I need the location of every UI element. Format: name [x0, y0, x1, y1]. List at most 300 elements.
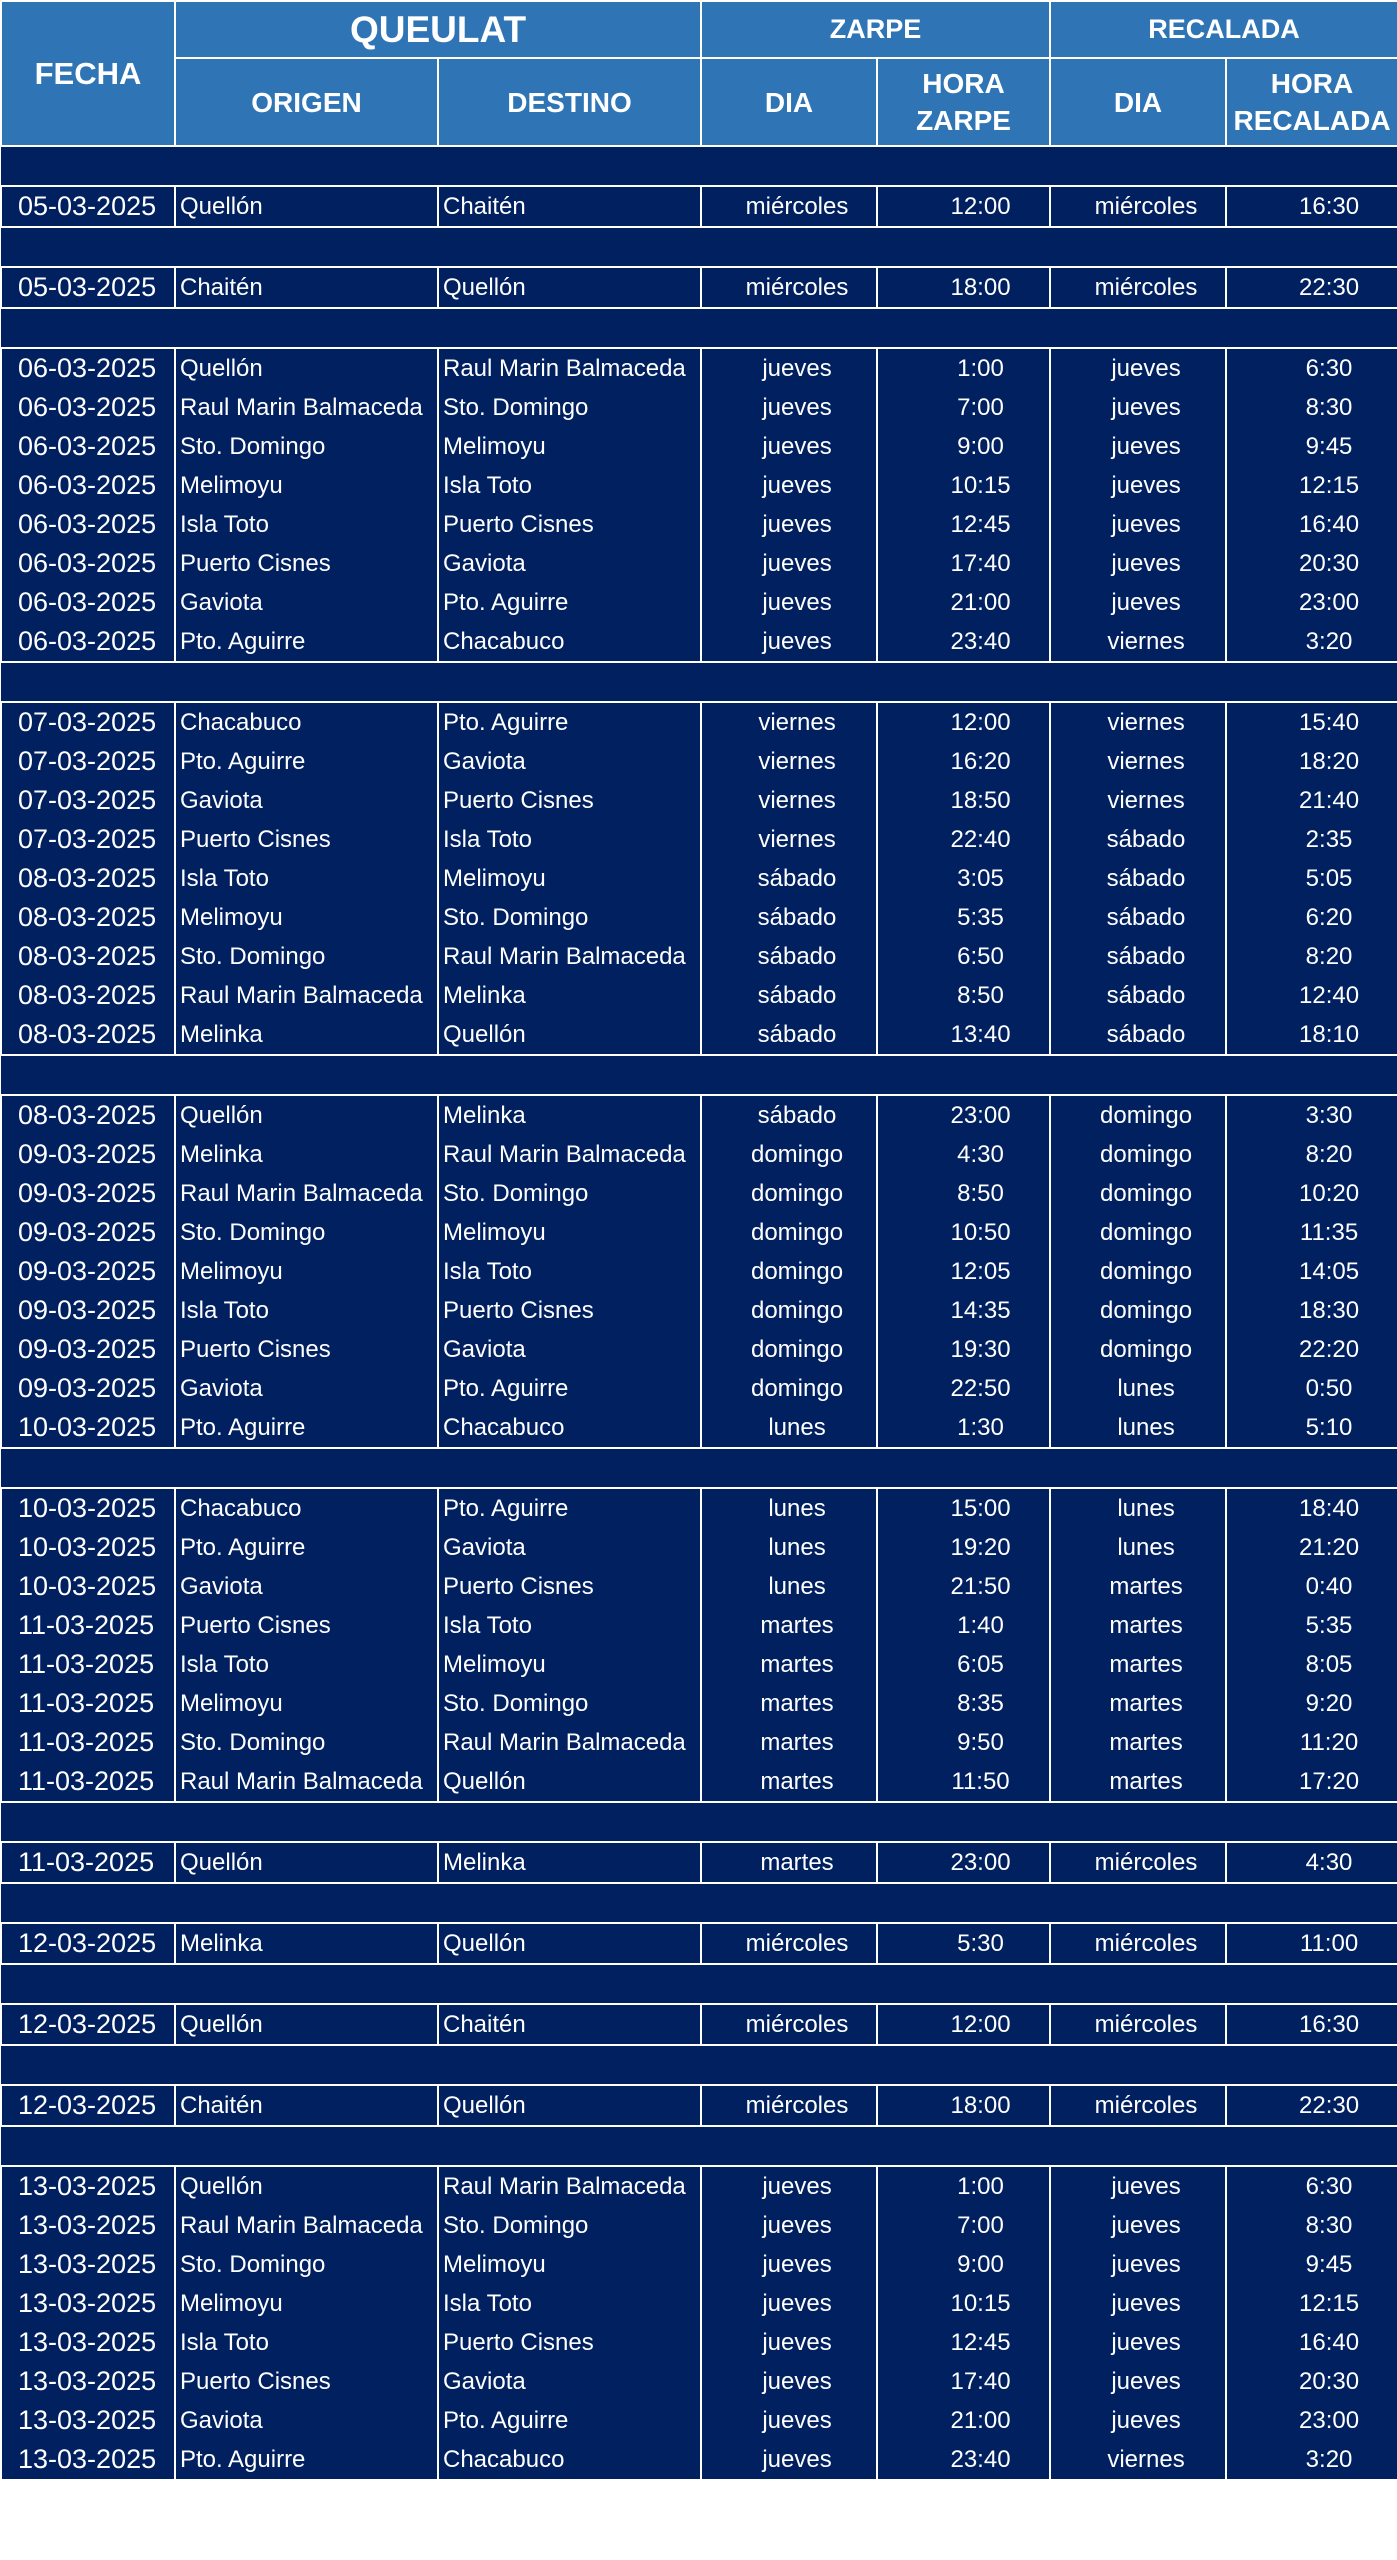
cell-recalada-dia: sábado: [1050, 1015, 1226, 1055]
cell-recalada-hora: 4:30: [1226, 1842, 1397, 1883]
separator-cell: [1, 2045, 1397, 2085]
cell-zarpe-dia: jueves: [701, 2166, 877, 2206]
cell-zarpe-hora: 5:35: [877, 898, 1050, 937]
table-row: [1, 820, 1397, 859]
separator-cell: [1, 227, 1397, 267]
cell-origen: Melinka: [175, 1923, 438, 1964]
table-row: [1, 1923, 1397, 1964]
cell-zarpe-dia: jueves: [701, 544, 877, 583]
cell-destino: Chaitén: [438, 2004, 701, 2045]
cell-destino: Isla Toto: [438, 1252, 701, 1291]
cell-zarpe-dia: jueves: [701, 427, 877, 466]
table-row: [1, 2085, 1397, 2126]
cell-origen: Isla Toto: [175, 1291, 438, 1330]
table-row: [1, 898, 1397, 937]
cell-origen: Raul Marin Balmaceda: [175, 1762, 438, 1802]
cell-destino: Pto. Aguirre: [438, 1369, 701, 1408]
cell-zarpe-hora: 15:00: [877, 1488, 1050, 1528]
cell-recalada-hora: 23:00: [1226, 2401, 1397, 2440]
cell-recalada-hora: 22:20: [1226, 1330, 1397, 1369]
cell-origen: Isla Toto: [175, 1645, 438, 1684]
cell-recalada-dia: jueves: [1050, 427, 1226, 466]
cell-origen: Gaviota: [175, 2401, 438, 2440]
table-row: [1, 583, 1397, 622]
cell-destino: Gaviota: [438, 1330, 701, 1369]
cell-fecha: 12-03-2025: [1, 1923, 175, 1964]
cell-recalada-hora: 14:05: [1226, 1252, 1397, 1291]
cell-recalada-hora: 3:20: [1226, 622, 1397, 662]
header-row-top: [1, 1, 1397, 58]
cell-recalada-dia: domingo: [1050, 1291, 1226, 1330]
cell-origen: Melimoyu: [175, 466, 438, 505]
cell-recalada-hora: 9:45: [1226, 2245, 1397, 2284]
cell-zarpe-hora: 9:00: [877, 427, 1050, 466]
cell-zarpe-dia: domingo: [701, 1330, 877, 1369]
cell-origen: Melimoyu: [175, 1684, 438, 1723]
cell-origen: Raul Marin Balmaceda: [175, 2206, 438, 2245]
cell-zarpe-hora: 4:30: [877, 1135, 1050, 1174]
cell-destino: Isla Toto: [438, 820, 701, 859]
cell-zarpe-dia: viernes: [701, 781, 877, 820]
table-row: [1, 505, 1397, 544]
cell-zarpe-hora: 18:50: [877, 781, 1050, 820]
cell-recalada-hora: 3:30: [1226, 1095, 1397, 1135]
cell-fecha: 05-03-2025: [1, 267, 175, 308]
table-header: [1, 1, 1397, 146]
cell-destino: Melinka: [438, 1095, 701, 1135]
cell-recalada-hora: 15:40: [1226, 702, 1397, 742]
cell-recalada-dia: sábado: [1050, 859, 1226, 898]
cell-origen: Isla Toto: [175, 2323, 438, 2362]
cell-zarpe-dia: viernes: [701, 702, 877, 742]
cell-origen: Puerto Cisnes: [175, 820, 438, 859]
cell-zarpe-hora: 12:00: [877, 2004, 1050, 2045]
cell-fecha: 07-03-2025: [1, 742, 175, 781]
header-recalada-dia: DIA: [1050, 58, 1226, 146]
cell-zarpe-dia: sábado: [701, 1095, 877, 1135]
table-row: [1, 1174, 1397, 1213]
table-row: [1, 2245, 1397, 2284]
cell-fecha: 06-03-2025: [1, 348, 175, 388]
cell-destino: Melimoyu: [438, 2245, 701, 2284]
cell-recalada-hora: 5:35: [1226, 1606, 1397, 1645]
cell-recalada-dia: lunes: [1050, 1528, 1226, 1567]
cell-destino: Isla Toto: [438, 2284, 701, 2323]
cell-origen: Quellón: [175, 1095, 438, 1135]
cell-recalada-dia: jueves: [1050, 466, 1226, 505]
cell-fecha: 06-03-2025: [1, 583, 175, 622]
cell-destino: Quellón: [438, 267, 701, 308]
cell-zarpe-hora: 19:20: [877, 1528, 1050, 1567]
cell-fecha: 06-03-2025: [1, 505, 175, 544]
table-row: [1, 976, 1397, 1015]
table-row: [1, 1488, 1397, 1528]
cell-zarpe-hora: 17:40: [877, 2362, 1050, 2401]
cell-origen: Puerto Cisnes: [175, 2362, 438, 2401]
header-row-sub: [1, 58, 1397, 146]
cell-zarpe-dia: martes: [701, 1684, 877, 1723]
cell-zarpe-dia: domingo: [701, 1135, 877, 1174]
cell-destino: Pto. Aguirre: [438, 583, 701, 622]
cell-zarpe-dia: lunes: [701, 1488, 877, 1528]
cell-recalada-hora: 18:20: [1226, 742, 1397, 781]
cell-recalada-hora: 10:20: [1226, 1174, 1397, 1213]
cell-fecha: 13-03-2025: [1, 2401, 175, 2440]
cell-recalada-dia: viernes: [1050, 2440, 1226, 2480]
cell-zarpe-dia: jueves: [701, 583, 877, 622]
cell-fecha: 13-03-2025: [1, 2284, 175, 2323]
cell-origen: Raul Marin Balmaceda: [175, 1174, 438, 1213]
separator-cell: [1, 1964, 1397, 2004]
cell-origen: Isla Toto: [175, 859, 438, 898]
table-row: [1, 2206, 1397, 2245]
cell-origen: Melinka: [175, 1135, 438, 1174]
cell-destino: Gaviota: [438, 742, 701, 781]
cell-zarpe-dia: martes: [701, 1842, 877, 1883]
cell-zarpe-dia: jueves: [701, 505, 877, 544]
cell-zarpe-dia: martes: [701, 1762, 877, 1802]
cell-recalada-hora: 17:20: [1226, 1762, 1397, 1802]
cell-destino: Melinka: [438, 976, 701, 1015]
cell-destino: Melimoyu: [438, 1213, 701, 1252]
table-row: [1, 1842, 1397, 1883]
header-zarpe-hora-line1: HORA: [922, 68, 1005, 99]
block-separator: [1, 1802, 1397, 1842]
table-row: [1, 2284, 1397, 2323]
cell-origen: Chacabuco: [175, 1488, 438, 1528]
table-row: [1, 2362, 1397, 2401]
cell-zarpe-hora: 19:30: [877, 1330, 1050, 1369]
cell-destino: Sto. Domingo: [438, 1174, 701, 1213]
cell-fecha: 13-03-2025: [1, 2362, 175, 2401]
cell-origen: Gaviota: [175, 1567, 438, 1606]
block-separator: [1, 308, 1397, 348]
cell-recalada-hora: 16:40: [1226, 2323, 1397, 2362]
cell-destino: Quellón: [438, 1015, 701, 1055]
table-row: [1, 1252, 1397, 1291]
table-row: [1, 1762, 1397, 1802]
cell-zarpe-dia: jueves: [701, 622, 877, 662]
cell-recalada-dia: jueves: [1050, 583, 1226, 622]
table-row: [1, 937, 1397, 976]
cell-zarpe-hora: 5:30: [877, 1923, 1050, 1964]
cell-recalada-dia: domingo: [1050, 1135, 1226, 1174]
cell-fecha: 07-03-2025: [1, 781, 175, 820]
cell-recalada-hora: 0:50: [1226, 1369, 1397, 1408]
cell-zarpe-hora: 1:30: [877, 1408, 1050, 1448]
cell-zarpe-hora: 1:00: [877, 348, 1050, 388]
cell-fecha: 11-03-2025: [1, 1762, 175, 1802]
cell-recalada-dia: viernes: [1050, 742, 1226, 781]
table-row: [1, 859, 1397, 898]
cell-recalada-hora: 5:05: [1226, 859, 1397, 898]
block-separator: [1, 1883, 1397, 1923]
cell-fecha: 09-03-2025: [1, 1291, 175, 1330]
cell-fecha: 09-03-2025: [1, 1330, 175, 1369]
cell-origen: Quellón: [175, 186, 438, 227]
cell-recalada-hora: 8:05: [1226, 1645, 1397, 1684]
table-row: [1, 702, 1397, 742]
cell-zarpe-hora: 21:00: [877, 583, 1050, 622]
cell-zarpe-dia: martes: [701, 1606, 877, 1645]
cell-zarpe-hora: 21:50: [877, 1567, 1050, 1606]
cell-zarpe-dia: lunes: [701, 1408, 877, 1448]
cell-recalada-dia: miércoles: [1050, 2004, 1226, 2045]
cell-zarpe-hora: 12:05: [877, 1252, 1050, 1291]
block-separator: [1, 1964, 1397, 2004]
cell-destino: Pto. Aguirre: [438, 1488, 701, 1528]
cell-fecha: 06-03-2025: [1, 466, 175, 505]
cell-fecha: 08-03-2025: [1, 898, 175, 937]
cell-destino: Isla Toto: [438, 1606, 701, 1645]
cell-origen: Sto. Domingo: [175, 427, 438, 466]
table-row: [1, 427, 1397, 466]
cell-zarpe-hora: 1:40: [877, 1606, 1050, 1645]
table-row: [1, 1330, 1397, 1369]
cell-origen: Melimoyu: [175, 2284, 438, 2323]
cell-origen: Raul Marin Balmaceda: [175, 388, 438, 427]
cell-zarpe-dia: miércoles: [701, 267, 877, 308]
cell-origen: Isla Toto: [175, 505, 438, 544]
cell-recalada-dia: martes: [1050, 1684, 1226, 1723]
cell-recalada-hora: 21:20: [1226, 1528, 1397, 1567]
cell-origen: Quellón: [175, 1842, 438, 1883]
cell-fecha: 12-03-2025: [1, 2085, 175, 2126]
cell-destino: Quellón: [438, 1762, 701, 1802]
cell-recalada-hora: 6:30: [1226, 2166, 1397, 2206]
header-zarpe: ZARPE: [701, 1, 1050, 58]
cell-fecha: 05-03-2025: [1, 186, 175, 227]
table-row: [1, 1213, 1397, 1252]
cell-zarpe-hora: 8:50: [877, 976, 1050, 1015]
cell-origen: Gaviota: [175, 781, 438, 820]
cell-fecha: 08-03-2025: [1, 1095, 175, 1135]
cell-origen: Sto. Domingo: [175, 2245, 438, 2284]
cell-zarpe-hora: 16:20: [877, 742, 1050, 781]
cell-destino: Chacabuco: [438, 622, 701, 662]
cell-destino: Puerto Cisnes: [438, 505, 701, 544]
cell-recalada-hora: 6:30: [1226, 348, 1397, 388]
cell-zarpe-hora: 6:50: [877, 937, 1050, 976]
cell-zarpe-dia: sábado: [701, 937, 877, 976]
cell-zarpe-hora: 3:05: [877, 859, 1050, 898]
cell-recalada-hora: 5:10: [1226, 1408, 1397, 1448]
cell-zarpe-dia: viernes: [701, 820, 877, 859]
cell-fecha: 07-03-2025: [1, 702, 175, 742]
cell-origen: Gaviota: [175, 1369, 438, 1408]
cell-recalada-dia: domingo: [1050, 1252, 1226, 1291]
table-row: [1, 2323, 1397, 2362]
cell-recalada-dia: jueves: [1050, 2166, 1226, 2206]
table-row: [1, 388, 1397, 427]
cell-zarpe-hora: 8:35: [877, 1684, 1050, 1723]
cell-recalada-hora: 18:10: [1226, 1015, 1397, 1055]
cell-recalada-dia: viernes: [1050, 622, 1226, 662]
cell-destino: Raul Marin Balmaceda: [438, 1135, 701, 1174]
block-separator: [1, 2045, 1397, 2085]
cell-zarpe-hora: 18:00: [877, 267, 1050, 308]
cell-fecha: 13-03-2025: [1, 2206, 175, 2245]
cell-recalada-hora: 22:30: [1226, 2085, 1397, 2126]
cell-fecha: 06-03-2025: [1, 622, 175, 662]
cell-fecha: 08-03-2025: [1, 937, 175, 976]
table-row: [1, 2004, 1397, 2045]
cell-zarpe-hora: 10:50: [877, 1213, 1050, 1252]
cell-destino: Raul Marin Balmaceda: [438, 348, 701, 388]
cell-fecha: 11-03-2025: [1, 1723, 175, 1762]
cell-fecha: 08-03-2025: [1, 859, 175, 898]
cell-recalada-dia: jueves: [1050, 2401, 1226, 2440]
separator-cell: [1, 1448, 1397, 1488]
cell-origen: Sto. Domingo: [175, 937, 438, 976]
cell-recalada-dia: sábado: [1050, 820, 1226, 859]
cell-zarpe-dia: miércoles: [701, 2085, 877, 2126]
cell-destino: Melimoyu: [438, 859, 701, 898]
cell-fecha: 07-03-2025: [1, 820, 175, 859]
cell-zarpe-dia: viernes: [701, 742, 877, 781]
separator-cell: [1, 146, 1397, 186]
cell-zarpe-hora: 21:00: [877, 2401, 1050, 2440]
cell-origen: Gaviota: [175, 583, 438, 622]
cell-recalada-dia: domingo: [1050, 1095, 1226, 1135]
cell-fecha: 10-03-2025: [1, 1488, 175, 1528]
cell-fecha: 06-03-2025: [1, 427, 175, 466]
cell-zarpe-hora: 7:00: [877, 388, 1050, 427]
cell-zarpe-hora: 18:00: [877, 2085, 1050, 2126]
cell-destino: Gaviota: [438, 544, 701, 583]
block-separator: [1, 1448, 1397, 1488]
cell-recalada-dia: jueves: [1050, 2206, 1226, 2245]
cell-origen: Melimoyu: [175, 1252, 438, 1291]
cell-recalada-dia: jueves: [1050, 2284, 1226, 2323]
cell-destino: Quellón: [438, 2085, 701, 2126]
cell-zarpe-dia: domingo: [701, 1213, 877, 1252]
cell-destino: Gaviota: [438, 1528, 701, 1567]
cell-zarpe-hora: 23:00: [877, 1095, 1050, 1135]
cell-destino: Sto. Domingo: [438, 1684, 701, 1723]
cell-destino: Puerto Cisnes: [438, 781, 701, 820]
cell-recalada-hora: 22:30: [1226, 267, 1397, 308]
cell-origen: Puerto Cisnes: [175, 1606, 438, 1645]
table-row: [1, 2401, 1397, 2440]
cell-origen: Raul Marin Balmaceda: [175, 976, 438, 1015]
table-row: [1, 2440, 1397, 2480]
table-row: [1, 1408, 1397, 1448]
cell-zarpe-hora: 14:35: [877, 1291, 1050, 1330]
cell-zarpe-dia: lunes: [701, 1528, 877, 1567]
cell-destino: Raul Marin Balmaceda: [438, 1723, 701, 1762]
cell-destino: Gaviota: [438, 2362, 701, 2401]
cell-recalada-hora: 12:40: [1226, 976, 1397, 1015]
cell-zarpe-hora: 17:40: [877, 544, 1050, 583]
cell-zarpe-hora: 1:00: [877, 2166, 1050, 2206]
cell-zarpe-dia: jueves: [701, 2245, 877, 2284]
cell-recalada-dia: jueves: [1050, 2245, 1226, 2284]
cell-origen: Melinka: [175, 1015, 438, 1055]
cell-recalada-hora: 8:30: [1226, 388, 1397, 427]
cell-fecha: 10-03-2025: [1, 1528, 175, 1567]
cell-recalada-dia: lunes: [1050, 1488, 1226, 1528]
header-destino: DESTINO: [438, 58, 701, 146]
cell-destino: Puerto Cisnes: [438, 1567, 701, 1606]
table-row: [1, 1684, 1397, 1723]
cell-zarpe-dia: martes: [701, 1645, 877, 1684]
cell-recalada-dia: lunes: [1050, 1369, 1226, 1408]
cell-zarpe-hora: 12:45: [877, 505, 1050, 544]
block-separator: [1, 1055, 1397, 1095]
cell-zarpe-dia: miércoles: [701, 186, 877, 227]
cell-origen: Chaitén: [175, 267, 438, 308]
header-vessel-name: QUEULAT: [175, 1, 701, 58]
cell-recalada-dia: jueves: [1050, 544, 1226, 583]
cell-origen: Chacabuco: [175, 702, 438, 742]
table-row: [1, 1015, 1397, 1055]
cell-recalada-hora: 8:30: [1226, 2206, 1397, 2245]
block-separator: [1, 146, 1397, 186]
cell-recalada-hora: 9:20: [1226, 1684, 1397, 1723]
cell-destino: Puerto Cisnes: [438, 1291, 701, 1330]
cell-fecha: 09-03-2025: [1, 1369, 175, 1408]
cell-recalada-hora: 16:40: [1226, 505, 1397, 544]
cell-recalada-hora: 16:30: [1226, 2004, 1397, 2045]
cell-zarpe-dia: miércoles: [701, 2004, 877, 2045]
cell-zarpe-hora: 23:40: [877, 2440, 1050, 2480]
cell-zarpe-hora: 10:15: [877, 2284, 1050, 2323]
cell-origen: Melimoyu: [175, 898, 438, 937]
table-row: [1, 1645, 1397, 1684]
cell-recalada-dia: jueves: [1050, 388, 1226, 427]
cell-zarpe-hora: 6:05: [877, 1645, 1050, 1684]
header-zarpe-hora: [877, 58, 1050, 146]
cell-recalada-dia: domingo: [1050, 1213, 1226, 1252]
cell-fecha: 08-03-2025: [1, 1015, 175, 1055]
table-row: [1, 1606, 1397, 1645]
cell-destino: Pto. Aguirre: [438, 702, 701, 742]
cell-recalada-dia: domingo: [1050, 1174, 1226, 1213]
cell-origen: Pto. Aguirre: [175, 742, 438, 781]
cell-zarpe-hora: 12:00: [877, 186, 1050, 227]
cell-zarpe-dia: jueves: [701, 2401, 877, 2440]
cell-origen: Pto. Aguirre: [175, 2440, 438, 2480]
cell-destino: Sto. Domingo: [438, 898, 701, 937]
block-separator: [1, 227, 1397, 267]
cell-zarpe-hora: 10:15: [877, 466, 1050, 505]
cell-recalada-dia: martes: [1050, 1567, 1226, 1606]
cell-origen: Quellón: [175, 348, 438, 388]
cell-zarpe-hora: 9:50: [877, 1723, 1050, 1762]
cell-fecha: 09-03-2025: [1, 1252, 175, 1291]
cell-recalada-dia: jueves: [1050, 505, 1226, 544]
cell-zarpe-dia: jueves: [701, 466, 877, 505]
cell-zarpe-dia: sábado: [701, 976, 877, 1015]
cell-origen: Pto. Aguirre: [175, 1528, 438, 1567]
cell-fecha: 10-03-2025: [1, 1567, 175, 1606]
cell-recalada-hora: 8:20: [1226, 1135, 1397, 1174]
block-separator: [1, 2126, 1397, 2166]
cell-recalada-dia: viernes: [1050, 702, 1226, 742]
cell-recalada-dia: martes: [1050, 1762, 1226, 1802]
cell-recalada-hora: 9:45: [1226, 427, 1397, 466]
cell-origen: Sto. Domingo: [175, 1723, 438, 1762]
cell-recalada-hora: 20:30: [1226, 544, 1397, 583]
cell-fecha: 08-03-2025: [1, 976, 175, 1015]
cell-zarpe-hora: 23:00: [877, 1842, 1050, 1883]
cell-recalada-dia: viernes: [1050, 781, 1226, 820]
cell-zarpe-dia: sábado: [701, 1015, 877, 1055]
cell-fecha: 13-03-2025: [1, 2440, 175, 2480]
cell-origen: Pto. Aguirre: [175, 1408, 438, 1448]
cell-recalada-dia: martes: [1050, 1723, 1226, 1762]
